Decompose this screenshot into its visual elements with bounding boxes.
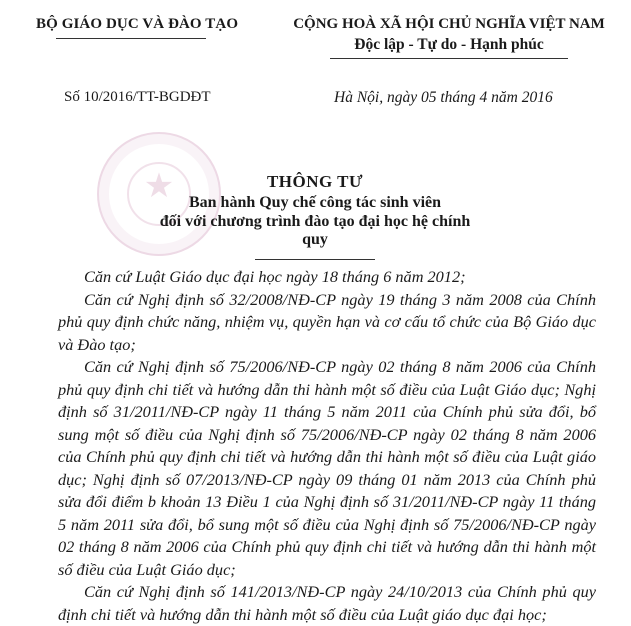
document-type: THÔNG TƯ (266, 172, 364, 191)
motto-underline (330, 58, 568, 59)
ministry-name: BỘ GIÁO DỤC VÀ ĐÀO TẠO (36, 16, 239, 32)
title-line-2: đối với chương trình đào tạo đại học hệ chính quy (159, 213, 471, 248)
document-body (58, 266, 596, 626)
paragraph: Căn cứ Nghị định số 75/2006/NĐ-CP ngày 02 tháng 8 năm 2006 của Chính phủ quy định chi tiết và hướng dẫn thi hành một số điều của Luật Giáo dục; Nghị định số 31/2011/NĐ-CP ngày 11 tháng 5 năm 2011 của Chính phủ sửa đổi, bổ sung một số điều của Nghị định số 75/2006/NĐ-CP ngày 02 tháng 8 năm 2006 của Chính phủ quy định chi tiết và hướng dẫn thi hành một số điều của Luật giáo dục; Nghị định số 07/2013/NĐ-CP ngày 09 tháng 01 năm 2013 của Chính phủ sửa đổi điểm b khoản 13 Điều 1 của Nghị định số 31/2011/NĐ-CP ngày 11 tháng 5 năm 2011 sửa đổi, bổ sung một số điều của Nghị định số 75/2006/NĐ-CP ngày 02 tháng 8 năm 2006 của Chính phủ quy định chi tiết và hướng dẫn thi hành một số điều của Luật Giáo dục; (58, 357, 596, 579)
document-number: Số 10/2016/TT-BGDĐT (64, 89, 211, 105)
paragraph: Căn cứ Luật Giáo dục đại học ngày 18 tháng 6 năm 2012; (84, 267, 466, 286)
place-and-date: Hà Nội, ngày 05 tháng 4 năm 2016 (334, 89, 553, 106)
paragraph: Căn cứ Nghị định số 141/2013/NĐ-CP ngày 24/10/2013 của Chính phủ quy định chi tiết và hướng dẫn thi hành một số điều của Luật giáo dục đại học; (58, 582, 596, 624)
national-motto: Độc lập - Tự do - Hạnh phúc (354, 36, 544, 53)
seal-star-icon: ★ (143, 168, 175, 205)
national-header (284, 16, 614, 59)
title-underline (255, 259, 375, 260)
nation-name: CỘNG HOÀ XÃ HỘI CHỦ NGHĨA VIỆT NAM (293, 16, 605, 32)
paragraph: Căn cứ Nghị định số 32/2008/NĐ-CP ngày 19 tháng 3 năm 2008 của Chính phủ quy định chức năng, nhiệm vụ, quyền hạn và cơ cấu tổ chức của Bộ Giáo dục và Đào tạo; (58, 289, 596, 354)
ministry-underline (56, 38, 206, 39)
document-title (150, 172, 480, 260)
ministry-header (36, 16, 238, 39)
title-line-1: Ban hành Quy chế công tác sinh viên (188, 194, 442, 211)
